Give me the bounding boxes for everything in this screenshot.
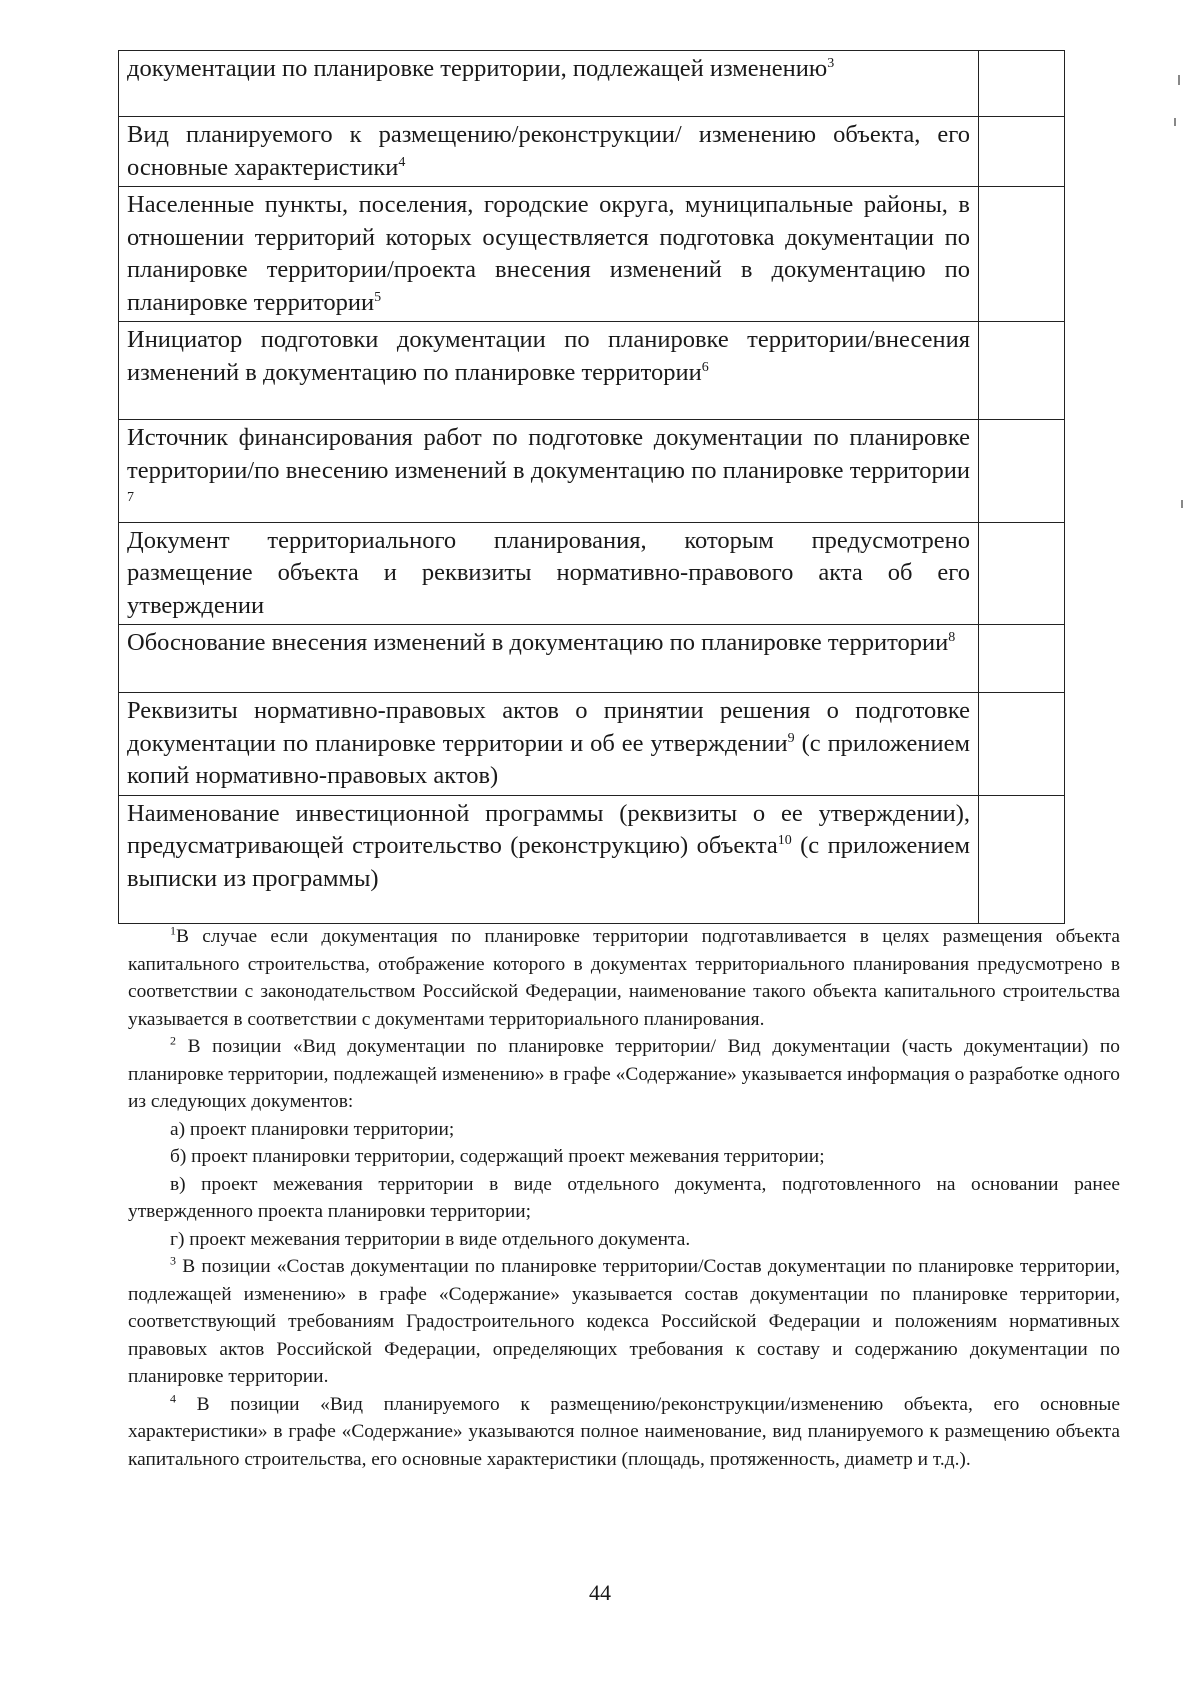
table-row xyxy=(119,420,1065,523)
row-label: Источник финансирования работ по подготовке документации по планировке территории/по внесению изменений в документацию по планировке территории $^7$ xyxy=(119,420,979,523)
table-row xyxy=(119,322,1065,420)
page-number: 44 xyxy=(589,1580,611,1605)
row-value-cell xyxy=(979,522,1065,625)
row-value-cell xyxy=(979,693,1065,796)
row-value-cell xyxy=(979,187,1065,322)
row-label: Вид планируемого к размещению/реконструкции/ изменению объекта, его основные характеристики$^4$ xyxy=(119,117,979,187)
row-label: Наименование инвестиционной программы (реквизиты о ее утверждении), предусматривающей строительство (реконструкцию) объекта$^{10}$ (с приложением выписки из программы) xyxy=(119,795,979,923)
row-value-cell xyxy=(979,51,1065,117)
scan-artifact xyxy=(1174,118,1176,126)
row-label: Обоснование внесения изменений в документацию по планировке территории$^8$ xyxy=(119,625,979,693)
row-label: Населенные пункты, поселения, городские округа, муниципальные районы, в отношении территорий которых осуществляется подготовка документации по планировке территории/проекта внесения изменений в документацию по планировке территории$^5$ xyxy=(119,187,979,322)
scan-artifact xyxy=(1178,75,1180,85)
row-label: документации по планировке территории, подлежащей изменению$^3$ xyxy=(119,51,979,117)
footnote-2-item-a: а) проект планировки территории; xyxy=(170,1118,455,1140)
table-row xyxy=(119,625,1065,693)
form-table xyxy=(118,50,1065,924)
row-value-cell xyxy=(979,420,1065,523)
footnotes xyxy=(128,923,1120,1473)
scan-artifact xyxy=(1181,500,1183,508)
row-label: Документ территориального планирования, которым предусмотрено размещение объекта и реквизиты нормативно-правового акта об его утверждении xyxy=(119,522,979,625)
row-value-cell xyxy=(979,117,1065,187)
row-value-cell xyxy=(979,322,1065,420)
footnote-1: $^1$В случае если документация по планировке территории подготавливается в целях размещения объекта капитального строительства, отображение которого в документах территориального планирования предусмотрено в соответствии с законодательством Российской Федерации, наименование такого объекта капитального строительства указывается в соответствии с документами территориального планирования. xyxy=(128,923,1120,1030)
footnote-2-item-b: б) проект планировки территории, содержащий проект межевания территории; xyxy=(170,1146,825,1167)
footnote-2: $^2$ В позиции «Вид документации по планировке территории/ Вид документации (часть документации) по планировке территории, подлежащей изменению» в графе «Содержание» указывается информация о разработке одного из следующих документов: xyxy=(128,1033,1120,1112)
table-row xyxy=(119,51,1065,117)
table-row xyxy=(119,187,1065,322)
table-row xyxy=(119,522,1065,625)
footnote-4: $^4$ В позиции «Вид планируемого к размещению/реконструкции/изменению объекта, его основные характеристики» в графе «Содержание» указываются полное наименование, вид планируемого к размещению объекта капитального строительства, его основные характеристики (площадь, протяженность, диаметр и т.д.). xyxy=(128,1391,1120,1470)
row-value-cell xyxy=(979,795,1065,923)
table-row xyxy=(119,795,1065,923)
table-row xyxy=(119,117,1065,187)
row-label: Инициатор подготовки документации по планировке территории/внесения изменений в документацию по планировке территории$^6$ xyxy=(119,322,979,420)
footnote-2-item-d: г) проект межевания территории в виде отдельного документа. xyxy=(170,1228,691,1250)
row-value-cell xyxy=(979,625,1065,693)
row-label: Реквизиты нормативно-правовых актов о принятии решения о подготовке документации по планировке территории и об ее утверждении$^9$ (с приложением копий нормативно-правовых актов) xyxy=(119,693,979,796)
footnote-2-item-c: в) проект межевания территории в виде отдельного документа, подготовленного на основании ранее утвержденного проекта планировки территории; xyxy=(128,1173,1120,1222)
footnote-3: $^3$ В позиции «Состав документации по планировке территории/Состав документации по планировке территории, подлежащей изменению» в графе «Содержание» указывается состав документации по планировке территории, соответствующий требованиям Градостроительного кодекса Российской Федерации и положениям нормативных правовых актов Российской Федерации, определяющих требования к составу и содержанию документации по планировке территории. xyxy=(128,1253,1120,1387)
table-row xyxy=(119,693,1065,796)
